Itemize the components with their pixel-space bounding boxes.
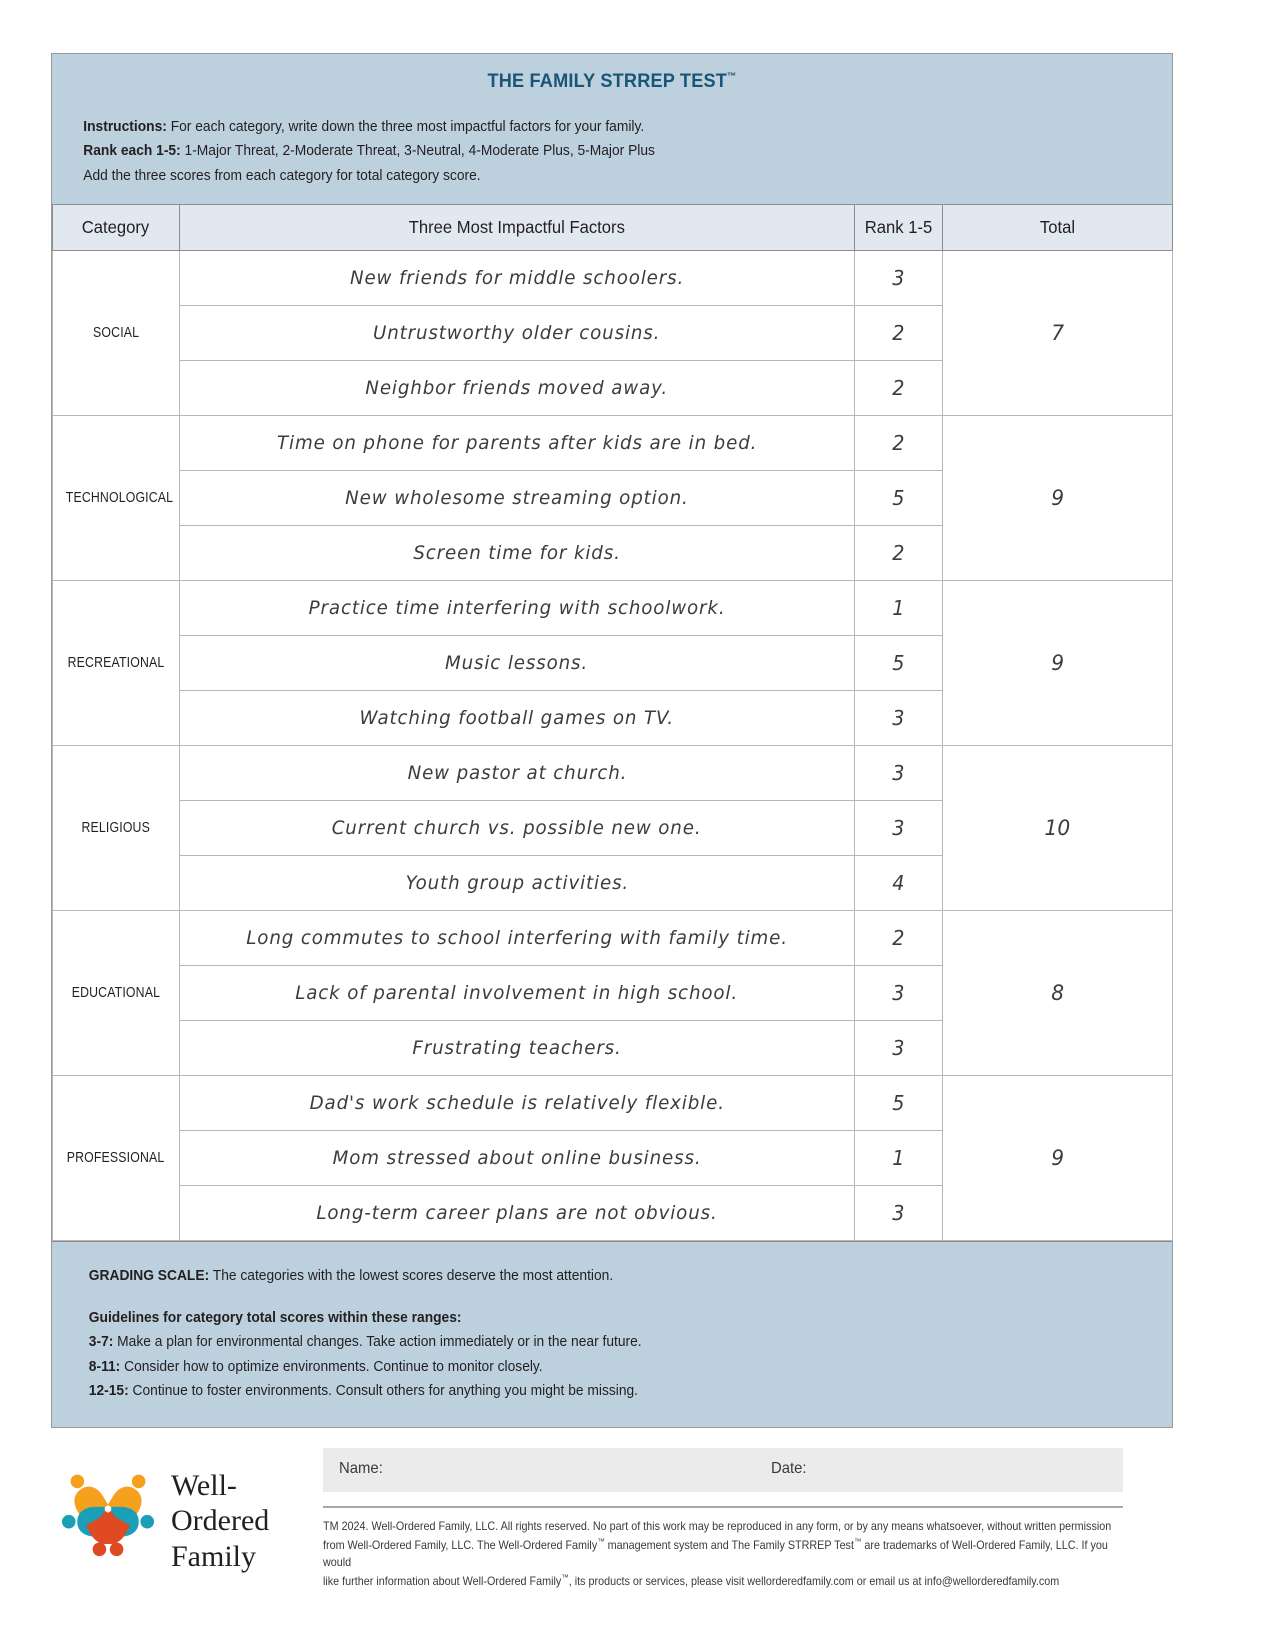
category-cell — [53, 745, 180, 910]
rank-value: 3 — [892, 815, 905, 840]
factor-text: New friends for middle schoolers. — [349, 266, 685, 289]
table-row — [53, 250, 1173, 305]
factor-cell[interactable] — [180, 1185, 855, 1240]
worksheet-sheet — [51, 53, 1173, 1428]
rank-cell[interactable] — [855, 470, 943, 525]
total-cell[interactable] — [943, 580, 1173, 745]
category-label: PROFESSIONAL — [67, 1149, 165, 1167]
instructions-label: Instructions: — [83, 118, 167, 135]
factor-cell[interactable] — [180, 525, 855, 580]
grading-scale-line — [89, 1264, 1046, 1288]
column-header-total — [943, 204, 1173, 250]
rank-value: 3 — [892, 1035, 905, 1060]
page-title-text: THE FAMILY STRREP TEST — [487, 70, 728, 92]
fineprint-line-2 — [323, 1536, 1123, 1572]
column-header-category-label: Category — [82, 216, 150, 237]
rank-cell[interactable] — [855, 1185, 943, 1240]
fineprint-line-1: TM 2024. Well-Ordered Family, LLC. All rights reserved. No part of this work may be reproduced in any form, or by any means whatsoever, without written permission — [323, 1520, 1112, 1533]
rank-cell[interactable] — [855, 305, 943, 360]
rank-value: 5 — [892, 650, 905, 675]
factor-cell[interactable] — [180, 580, 855, 635]
guidelines-heading-label: Guidelines for category total scores within these ranges: — [88, 1309, 462, 1327]
category-label: TECHNOLOGICAL — [65, 489, 174, 507]
category-label: RELIGIOUS — [81, 819, 151, 837]
guideline-range-3 — [89, 1379, 1046, 1403]
rank-value: 3 — [892, 705, 905, 730]
rank-value: 5 — [892, 1090, 905, 1115]
rank-cell[interactable] — [855, 635, 943, 690]
instructions-banner — [52, 54, 1172, 204]
instructions-line-3 — [83, 164, 1051, 188]
grading-scale-label: GRADING SCALE: — [88, 1266, 210, 1284]
factor-cell[interactable] — [180, 745, 855, 800]
rank-value: 1 — [892, 1145, 905, 1170]
factor-text: Time on phone for parents after kids are in bed. — [276, 431, 758, 454]
total-cell[interactable] — [943, 745, 1173, 910]
column-header-rank-label: Rank 1-5 — [864, 216, 933, 237]
total-cell[interactable] — [943, 1075, 1173, 1240]
guidelines-heading — [89, 1306, 1046, 1330]
table-row — [53, 1075, 1173, 1130]
rank-body: 1-Major Threat, 2-Moderate Threat, 3-Neutral, 4-Moderate Plus, 5-Major Plus — [180, 142, 655, 160]
table-row — [53, 415, 1173, 470]
fineprint-line-2b: management system and The Family STRREP Test — [604, 1538, 854, 1552]
guideline-range-2 — [89, 1355, 1046, 1379]
category-cell — [53, 415, 180, 580]
rank-cell[interactable] — [855, 745, 943, 800]
guideline-range-2-label: 8-11: — [88, 1357, 121, 1375]
rank-cell[interactable] — [855, 1130, 943, 1185]
tm-icon-3: ™ — [561, 1572, 569, 1582]
brand-name-line-2: Family — [171, 1539, 257, 1573]
factor-text: Youth group activities. — [405, 871, 629, 894]
rank-value: 2 — [892, 925, 905, 950]
rank-cell[interactable] — [855, 360, 943, 415]
tm-icon-1: ™ — [597, 1536, 605, 1546]
total-value: 10 — [1044, 815, 1071, 840]
factor-text: Current church vs. possible new one. — [332, 816, 702, 839]
fineprint-line-2a: from Well-Ordered Family, LLC. The Well-Ordered Family — [323, 1538, 598, 1552]
factor-cell[interactable] — [180, 470, 855, 525]
rank-value: 3 — [892, 760, 905, 785]
brand-name-line-1: Well-Ordered — [171, 1469, 270, 1538]
factor-cell[interactable] — [180, 910, 855, 965]
grading-scale-panel — [52, 1241, 1172, 1427]
rank-cell[interactable] — [855, 580, 943, 635]
total-cell[interactable] — [943, 415, 1173, 580]
grading-scale-text: The categories with the lowest scores deserve the most attention. — [209, 1266, 614, 1284]
factor-cell[interactable] — [180, 1075, 855, 1130]
rank-cell[interactable] — [855, 1020, 943, 1075]
name-field-label[interactable]: Name: — [339, 1460, 383, 1477]
factor-cell[interactable] — [180, 305, 855, 360]
factor-text: Screen time for kids. — [413, 541, 621, 564]
column-header-factors — [180, 204, 855, 250]
total-value: 8 — [1051, 980, 1064, 1005]
total-cell[interactable] — [943, 910, 1173, 1075]
logo-figures — [61, 1468, 155, 1562]
rank-value: 2 — [892, 540, 905, 565]
guideline-range-1-text: Make a plan for environmental changes. Take action immediately or in the near future. — [113, 1333, 642, 1351]
rank-value: 1 — [892, 595, 905, 620]
factor-text: Long commutes to school interfering with family time. — [246, 926, 788, 949]
page-footer — [51, 1428, 1173, 1608]
category-cell — [53, 580, 180, 745]
total-value: 9 — [1051, 1145, 1064, 1170]
rank-value: 3 — [892, 1200, 905, 1225]
category-label: RECREATIONAL — [67, 654, 165, 672]
fineprint-line-3a: like further information about Well-Ordered Family — [323, 1574, 562, 1588]
rank-cell[interactable] — [855, 800, 943, 855]
rank-value: 2 — [892, 375, 905, 400]
factor-cell[interactable] — [180, 855, 855, 910]
total-value: 9 — [1051, 650, 1064, 675]
rank-cell[interactable] — [855, 690, 943, 745]
strrep-table — [52, 204, 1173, 1241]
add-scores-text: Add the three scores from each category for total category score. — [83, 166, 481, 184]
factor-cell[interactable] — [180, 250, 855, 305]
factor-text: Long-term career plans are not obvious. — [316, 1201, 718, 1224]
page-title — [91, 70, 1133, 93]
factor-text: Untrustworthy older cousins. — [373, 321, 661, 344]
copyright-fineprint — [323, 1518, 1123, 1590]
factor-text: New wholesome streaming option. — [345, 486, 689, 509]
factor-cell[interactable] — [180, 635, 855, 690]
fineprint-line-2c: are trademarks of Well-Ordered Family, LLC. If you would — [323, 1538, 1108, 1570]
category-cell — [53, 910, 180, 1075]
factor-text: Neighbor friends moved away. — [365, 376, 669, 399]
rank-value: 2 — [892, 320, 905, 345]
name-date-bar — [323, 1448, 1123, 1492]
factor-cell[interactable] — [180, 800, 855, 855]
instructions-body: For each category, write down the three most impactful factors for your family. — [166, 118, 645, 135]
rank-cell[interactable] — [855, 965, 943, 1020]
rank-value: 3 — [892, 265, 905, 290]
factor-text: Frustrating teachers. — [412, 1036, 622, 1059]
category-cell — [53, 1075, 180, 1240]
guideline-range-1-label: 3-7: — [88, 1333, 114, 1351]
brand-name — [171, 1468, 311, 1574]
rank-value: 2 — [892, 430, 905, 455]
total-value: 9 — [1051, 485, 1064, 510]
fineprint-line-3b: , its products or services, please visit wellorderedfamily.com or email us at info@wellorderedfamily.com — [568, 1574, 1060, 1588]
guideline-range-2-text: Consider how to optimize environments. Continue to monitor closely. — [120, 1357, 543, 1375]
factor-cell[interactable] — [180, 965, 855, 1020]
factor-text: Mom stressed about online business. — [332, 1146, 702, 1169]
table-body — [53, 250, 1173, 1240]
factor-cell[interactable] — [180, 415, 855, 470]
category-label: SOCIAL — [92, 324, 140, 342]
category-cell — [53, 250, 180, 415]
rank-cell[interactable] — [855, 1075, 943, 1130]
rank-cell[interactable] — [855, 910, 943, 965]
guideline-range-1 — [89, 1330, 1046, 1354]
factor-cell[interactable] — [180, 1130, 855, 1185]
table-row — [53, 745, 1173, 800]
grading-scale-content — [52, 1264, 1082, 1403]
instructions-text — [52, 115, 1082, 192]
rank-cell[interactable] — [855, 525, 943, 580]
category-label: EDUCATIONAL — [71, 984, 161, 1002]
footer-divider — [323, 1506, 1123, 1508]
factor-text: New pastor at church. — [407, 761, 627, 784]
total-cell[interactable] — [943, 250, 1173, 415]
rank-cell[interactable] — [855, 250, 943, 305]
logo-svg — [55, 1456, 161, 1562]
rank-label: Rank each 1-5: — [83, 142, 181, 160]
factor-text: Practice time interfering with schoolwork. — [308, 596, 726, 619]
guideline-range-3-label: 12-15: — [88, 1382, 129, 1400]
factor-text: Lack of parental involvement in high school. — [295, 981, 739, 1004]
rank-cell[interactable] — [855, 855, 943, 910]
date-field-label[interactable]: Date: — [771, 1460, 807, 1477]
trademark-symbol: ™ — [727, 71, 737, 83]
tm-icon-2: ™ — [853, 1536, 862, 1546]
name-date-section — [323, 1448, 1123, 1590]
total-value: 7 — [1051, 320, 1064, 345]
column-header-factors-label: Three Most Impactful Factors — [408, 216, 626, 237]
rank-value: 3 — [892, 980, 905, 1005]
table-row — [53, 910, 1173, 965]
guideline-range-3-text: Continue to foster environments. Consult others for anything you might be missing. — [128, 1382, 639, 1400]
factor-cell[interactable] — [180, 690, 855, 745]
fineprint-line-3 — [323, 1572, 1123, 1590]
factor-text: Music lessons. — [445, 651, 589, 674]
factor-cell[interactable] — [180, 1020, 855, 1075]
grading-spacer — [89, 1288, 1046, 1306]
factor-cell[interactable] — [180, 360, 855, 415]
rank-cell[interactable] — [855, 415, 943, 470]
column-header-category — [53, 204, 180, 250]
table-header-row — [53, 204, 1173, 250]
factor-text: Dad's work schedule is relatively flexible. — [309, 1091, 725, 1114]
brand-logo — [51, 1452, 311, 1572]
column-header-rank — [855, 204, 943, 250]
well-ordered-family-logo-icon — [55, 1456, 161, 1562]
factor-text: Watching football games on TV. — [359, 706, 675, 729]
table-row — [53, 580, 1173, 635]
rank-value: 5 — [892, 485, 905, 510]
rank-value: 4 — [892, 870, 905, 895]
column-header-total-label: Total — [1039, 216, 1076, 237]
instructions-line-2 — [83, 139, 1051, 163]
instructions-line-1 — [83, 115, 1051, 139]
